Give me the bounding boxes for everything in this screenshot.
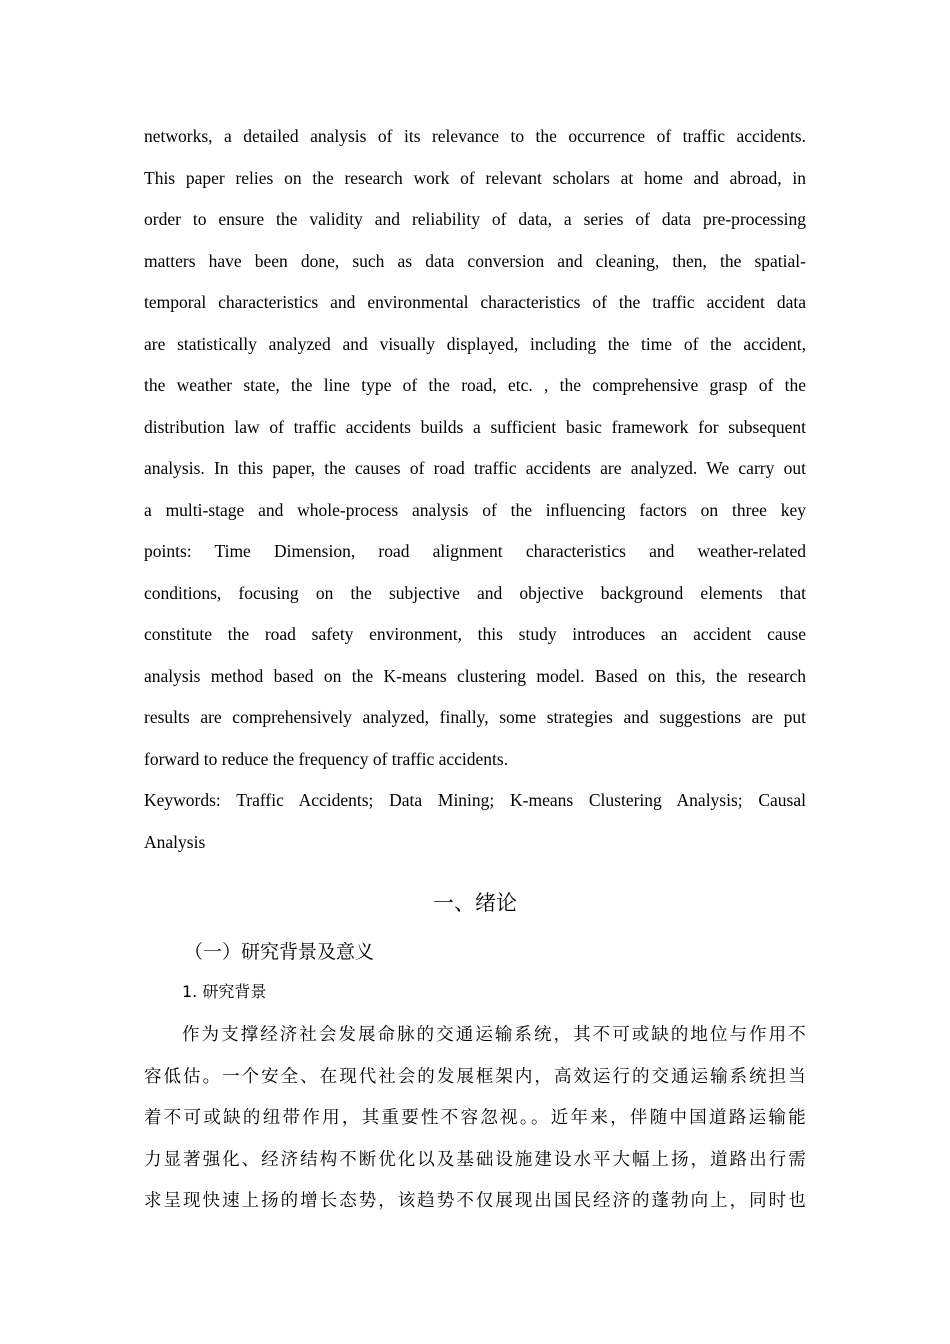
- subsection-title: 1. 研究背景: [182, 982, 267, 1001]
- section-title: （一）研究背景及意义: [184, 941, 375, 963]
- abstract-line: networks, a detailed analysis of its relevance to the occurrence of traffic accidents.: [144, 126, 806, 146]
- abstract-line: the weather state, the line type of the road, etc. , the comprehensive grasp of the: [144, 375, 806, 395]
- keywords-line: Keywords: Traffic Accidents; Data Mining; K-means Clustering Analysis; Causal: [144, 790, 806, 810]
- abstract-line: a multi-stage and whole-process analysis of the influencing factors on three key: [144, 499, 806, 520]
- paragraph-line: 力显著强化、经济结构不断优化以及基础设施建设水平大幅上扬，道路出行需: [144, 1149, 806, 1170]
- chapter-title: 一、绪论: [433, 891, 517, 915]
- paragraph-line: 作为支撑经济社会发展命脉的交通运输系统，其不可或缺的地位与作用不: [182, 1025, 806, 1045]
- keywords: [144, 780, 806, 863]
- abstract-english: [144, 116, 806, 780]
- abstract-line: constitute the road safety environment, this study introduces an accident cause: [144, 624, 806, 644]
- abstract-line: results are comprehensively analyzed, finally, some strategies and suggestions are put: [144, 707, 806, 727]
- abstract-line: conditions, focusing on the subjective and objective background elements that: [144, 582, 806, 603]
- body-paragraph: [144, 1015, 806, 1223]
- abstract-line: order to ensure the validity and reliability of data, a series of data pre-processing: [144, 209, 806, 229]
- abstract-line: analysis. In this paper, the causes of road traffic accidents are analyzed. We carry out: [144, 458, 806, 478]
- paragraph-line: 容低估。一个安全、在现代社会的发展框架内，高效运行的交通运输系统担当: [144, 1066, 806, 1087]
- abstract-line: analysis method based on the K-means clustering model. Based on this, the research: [144, 665, 806, 686]
- paragraph-line: 着不可或缺的纽带作用，其重要性不容忽视。。近年来，伴随中国道路运输能: [144, 1108, 806, 1128]
- abstract-line: temporal characteristics and environmental characteristics of the traffic accident data: [144, 292, 806, 312]
- abstract-line: are statistically analyzed and visually displayed, including the time of the accident,: [144, 333, 806, 354]
- abstract-line: distribution law of traffic accidents builds a sufficient basic framework for subsequent: [144, 416, 806, 437]
- abstract-line: forward to reduce the frequency of traffic accidents.: [144, 748, 509, 769]
- abstract-line: points: Time Dimension, road alignment characteristics and weather-related: [144, 541, 806, 561]
- abstract-line: This paper relies on the research work of relevant scholars at home and abroad, in: [144, 167, 806, 188]
- keywords-line: Analysis: [144, 831, 206, 852]
- paragraph-line: 求呈现快速上扬的增长态势，该趋势不仅展现出国民经济的蓬勃向上，同时也: [144, 1191, 806, 1211]
- abstract-line: matters have been done, such as data conversion and cleaning, then, the spatial-: [144, 250, 806, 271]
- document-page: [144, 116, 806, 1223]
